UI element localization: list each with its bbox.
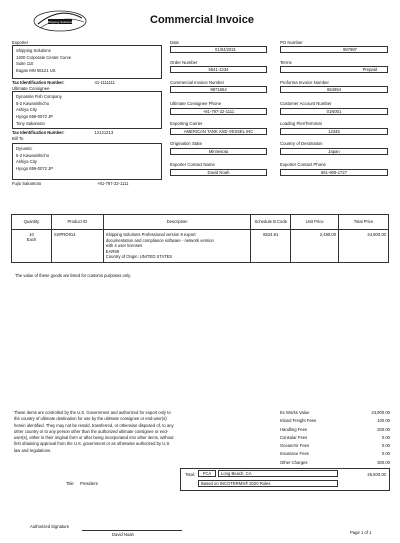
origin-label: Origination State [170, 141, 203, 146]
order-label: Order Number [170, 60, 198, 65]
page-number: Page 1 of 1 [350, 530, 372, 535]
po-label: PO Number [280, 40, 303, 45]
items-table [11, 214, 389, 263]
header-schedule-b: Schedule B Code [251, 215, 291, 230]
desc-line: Shipping Solutions Professional version 9 export [105, 232, 196, 237]
ephone-field: 651-905-1727 [280, 169, 388, 176]
fee-row: Ex Works Value 24,900.00 [280, 410, 390, 415]
carrier-label: Exporting Carrier [170, 121, 203, 126]
consignee-line: 5-2 Kawanishicho [16, 100, 50, 106]
date-field: 01/04/2021 [170, 46, 267, 53]
row-qty-value: 10 [29, 232, 34, 237]
exporter-line: Shipping Solutions [16, 48, 51, 53]
company-logo [32, 8, 88, 34]
ci-label: Commercial Invoice Number [170, 80, 225, 85]
desc-line: EAR99 [105, 248, 120, 254]
consignee-line: Ashiya City [16, 107, 37, 112]
consignee-line: Hyogo 659-0072 JP [16, 113, 54, 119]
ci-field: 9871654 [170, 86, 267, 93]
exporter-tax-value: 41-1111111 [94, 80, 116, 85]
exporter-line: Eagan MN 55121 US [16, 67, 56, 73]
pi-label: Proforma Invoice Number [280, 80, 329, 85]
consignee-line: Tony Sakamoto [16, 120, 45, 126]
incoterm-basis: Based on INCOTERMS® 2020 Rules [198, 480, 338, 487]
fee-row: Consular Fees 0.00 [280, 434, 390, 440]
signature-title-label: Title [66, 481, 74, 486]
dest-label: Country of Destination [280, 141, 323, 146]
incoterm-place-field: Long Beach, CA [218, 470, 338, 477]
ucphone-field: +81-797-22-1111 [170, 108, 267, 115]
fee-row: Inland Freight Fees 100.00 [280, 418, 390, 424]
row-quantity [12, 230, 52, 263]
contact-field: David Noah [170, 169, 267, 176]
header-description: Description [103, 215, 251, 230]
header-total-price: Total Price [339, 215, 389, 230]
row-schedule-b: 8524.91 [251, 230, 291, 263]
origin-field: Minnesota [170, 148, 267, 155]
incoterm-field: FCA [198, 470, 216, 477]
row-unit-price: 2,490.00 [291, 230, 339, 263]
header-product-id: Product ID [51, 215, 103, 230]
total-label: Total: [185, 472, 196, 477]
row-total-price: 24,900.00 [339, 230, 389, 263]
contact-label: Exporter Contact Name [170, 162, 215, 167]
billto-contact-row [12, 181, 162, 186]
signer-name: David Noah [112, 532, 134, 537]
signature-line [82, 530, 182, 531]
signature-title: President [80, 481, 98, 486]
table-row [12, 230, 389, 263]
document-title: Commercial Invoice [150, 14, 254, 26]
fee-row: Handling Fees 200.00 [280, 426, 390, 432]
table-header-row [12, 215, 389, 230]
billto-line: Hyogo 659-0072 JP [16, 165, 54, 171]
po-field: 987987 [280, 46, 388, 53]
order-field: 6541-1234 [170, 66, 267, 73]
billto-phone: +81-797-22-1111 [97, 181, 129, 186]
row-qty-unit: Each [26, 237, 37, 243]
billto-address [12, 143, 162, 180]
exporter-line: 1400 Corporate Center Curve [16, 54, 72, 60]
consignee-tax-value: 12121213 [94, 130, 114, 135]
consignee-label: Ultimate Consignee [12, 86, 50, 91]
consignee-tax-label: Tax Identification Number: [12, 130, 65, 135]
row-description [103, 230, 251, 263]
dest-field: Japan [280, 148, 388, 155]
billto-contact-name: Fujio Sakamoto [12, 181, 42, 186]
fee-row: Other Charges 300.00 [280, 459, 390, 465]
cust-label: Customer Account Number [280, 101, 332, 106]
consignee-tax-row [12, 130, 162, 135]
total-value: 25,500.00 [367, 472, 386, 477]
row-product-id: SSPRO914 [51, 230, 103, 263]
billto-line: Ashiya City [16, 159, 37, 164]
loading-label: Loading Pier/Terminal [280, 121, 322, 126]
billto-line: Dynamic [16, 146, 33, 151]
ucphone-label: Ultimate Consignee Phone [170, 101, 222, 106]
carrier-field: AMERICAN TANK AND VESSEL INC [170, 128, 267, 135]
export-control-statement: These items are controlled by the U.S. Government and authorized for export only to the country of ultimate destination for use by the ultimate consignee or end-user(s) herein identified. They may not be resold, transferred, or otherwise disposed of, to any other country or to any person other than the authorized ultimate consignee or end-user(s), either in their original form or after being incorporated into other items, without first obtaining approval from the U.S. government or as otherwise authorized by U.S. law and regulations. [14, 410, 174, 453]
billto-label: Bill To [12, 136, 24, 141]
header-unit-price: Unit Price [291, 215, 339, 230]
fees-summary [280, 410, 390, 468]
terms-label: Terms [280, 60, 292, 65]
billto-line: 5-2 Kawanishicho [16, 152, 50, 158]
logo-text: Shipping Solutions [47, 19, 73, 24]
exporter-tax-row [12, 80, 162, 85]
authorized-signature-label: Authorized Signature [30, 524, 70, 529]
header-quantity: Quantity [12, 215, 52, 230]
customs-note: The value of these goods are listed for customs purposes only. [15, 273, 132, 278]
fee-row: Ocean/Air Fees 0.00 [280, 443, 390, 449]
desc-line: Country of Origin: UNITED STATES [105, 254, 173, 260]
consignee-address [12, 91, 162, 129]
terms-field: Prepaid [280, 66, 388, 73]
exporter-line: Suite 110 [16, 61, 34, 66]
ephone-label: Exporter Contact Phone [280, 162, 326, 167]
desc-line: documentation and compliance software - network version [105, 237, 214, 243]
cust-field: 01N001 [280, 108, 388, 115]
fee-row: Insurance Fees 0.00 [280, 451, 390, 457]
consignee-line: Dynamite Fish Company [16, 94, 62, 99]
date-label: Date [170, 40, 180, 45]
exporter-label: Exporter [12, 40, 29, 45]
exporter-tax-label: Tax Identification Number: [12, 80, 65, 85]
desc-line: with 4 user licenses [105, 243, 143, 249]
exporter-address [12, 45, 162, 79]
pi-field: 654654 [280, 86, 388, 93]
loading-field: 12345 [280, 128, 388, 135]
